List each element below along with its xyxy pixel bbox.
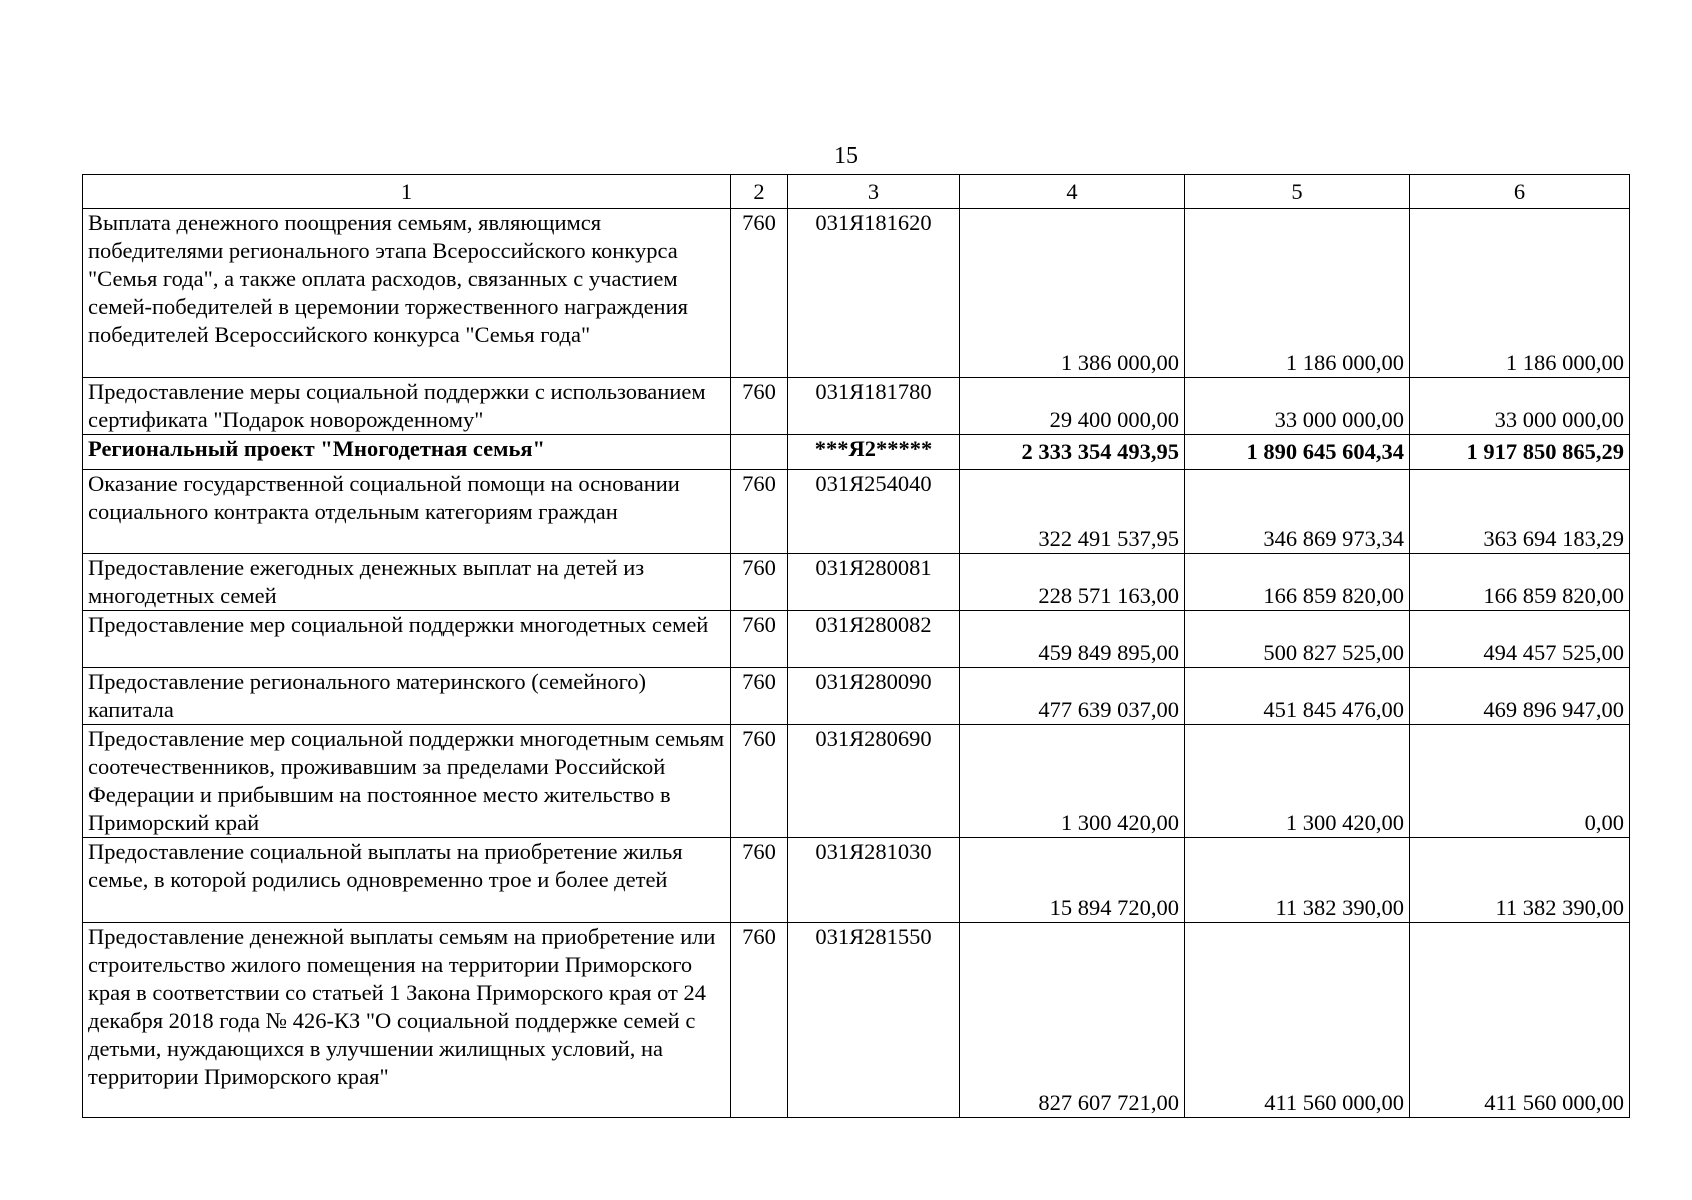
row-amount-col5: 451 845 476,00: [1185, 668, 1410, 725]
row-amount-col5: 1 300 420,00: [1185, 725, 1410, 838]
row-amount-col4: 322 491 537,95: [960, 470, 1185, 554]
row-grbs-code: 760: [731, 725, 788, 838]
row-amount-col6: 494 457 525,00: [1410, 611, 1630, 668]
page-number: 15: [834, 143, 858, 169]
row-amount-col6: 1 917 850 865,29: [1410, 435, 1630, 470]
row-target-article: 031Я280082: [788, 611, 960, 668]
row-amount-col6: 11 382 390,00: [1410, 838, 1630, 923]
project-row: [83, 435, 1630, 470]
column-header: 4: [960, 175, 1185, 209]
row-grbs-code: 760: [731, 923, 788, 1118]
row-amount-col4: 15 894 720,00: [960, 838, 1185, 923]
row-amount-col6: 1 186 000,00: [1410, 209, 1630, 378]
row-name: Выплата денежного поощрения семьям, являющимся победителями регионального этапа Всероссийского конкурса "Семья года", а также оплата расходов, связанных с участием семей-победителей в церемонии торжественного награждения победителей Всероссийского конкурса "Семья года": [83, 209, 731, 378]
row-amount-col5: 346 869 973,34: [1185, 470, 1410, 554]
row-target-article: 031Я281030: [788, 838, 960, 923]
table-row: [83, 378, 1630, 435]
table-row: [83, 725, 1630, 838]
column-header: 1: [83, 175, 731, 209]
row-amount-col4: 459 849 895,00: [960, 611, 1185, 668]
row-amount-col6: 411 560 000,00: [1410, 923, 1630, 1118]
column-header: 5: [1185, 175, 1410, 209]
row-amount-col6: 33 000 000,00: [1410, 378, 1630, 435]
table-row: [83, 470, 1630, 554]
column-header: 2: [731, 175, 788, 209]
table-row: [83, 554, 1630, 611]
row-amount-col5: 11 382 390,00: [1185, 838, 1410, 923]
row-grbs-code: 760: [731, 209, 788, 378]
table-row: [83, 611, 1630, 668]
row-grbs-code: 760: [731, 378, 788, 435]
row-amount-col4: 1 300 420,00: [960, 725, 1185, 838]
row-target-article: 031Я181780: [788, 378, 960, 435]
row-grbs-code: 760: [731, 470, 788, 554]
row-target-article: 031Я280081: [788, 554, 960, 611]
row-target-article: 031Я280090: [788, 668, 960, 725]
row-amount-col5: 500 827 525,00: [1185, 611, 1410, 668]
row-target-article: 031Я281550: [788, 923, 960, 1118]
row-name: Предоставление ежегодных денежных выплат на детей из многодетных семей: [83, 554, 731, 611]
budget-table: [82, 174, 1630, 1118]
row-amount-col6: 469 896 947,00: [1410, 668, 1630, 725]
row-amount-col5: 1 186 000,00: [1185, 209, 1410, 378]
row-name: Предоставление мер социальной поддержки многодетных семей: [83, 611, 731, 668]
row-name: Оказание государственной социальной помощи на основании социального контракта отдельным категориям граждан: [83, 470, 731, 554]
column-header: 6: [1410, 175, 1630, 209]
row-amount-col5: 166 859 820,00: [1185, 554, 1410, 611]
row-amount-col4: 477 639 037,00: [960, 668, 1185, 725]
row-amount-col4: 1 386 000,00: [960, 209, 1185, 378]
row-target-article: ***Я2*****: [788, 435, 960, 470]
row-amount-col4: 29 400 000,00: [960, 378, 1185, 435]
row-grbs-code: 760: [731, 838, 788, 923]
table-row: [83, 923, 1630, 1118]
row-amount-col6: 363 694 183,29: [1410, 470, 1630, 554]
row-amount-col6: 0,00: [1410, 725, 1630, 838]
row-name: Предоставление денежной выплаты семьям на приобретение или строительство жилого помещения на территории Приморского края в соответствии со статьей 1 Закона Приморского края от 24 декабря 2018 года № 426-КЗ "О социальной поддержке семей с детьми, нуждающихся в улучшении жилищных условий, на территории Приморского края": [83, 923, 731, 1118]
row-grbs-code: [731, 435, 788, 470]
row-amount-col5: 1 890 645 604,34: [1185, 435, 1410, 470]
row-amount-col6: 166 859 820,00: [1410, 554, 1630, 611]
row-name: Региональный проект "Многодетная семья": [83, 435, 731, 470]
row-name: Предоставление мер социальной поддержки многодетным семьям соотечественников, проживавшим за пределами Российской Федерации и прибывшим на постоянное место жительство в Приморский край: [83, 725, 731, 838]
row-target-article: 031Я280690: [788, 725, 960, 838]
table-row: [83, 209, 1630, 378]
row-grbs-code: 760: [731, 668, 788, 725]
row-amount-col4: 827 607 721,00: [960, 923, 1185, 1118]
column-header: 3: [788, 175, 960, 209]
row-amount-col5: 33 000 000,00: [1185, 378, 1410, 435]
row-name: Предоставление меры социальной поддержки с использованием сертификата "Подарок новорожденному": [83, 378, 731, 435]
row-amount-col4: 2 333 354 493,95: [960, 435, 1185, 470]
row-amount-col4: 228 571 163,00: [960, 554, 1185, 611]
table-row: [83, 668, 1630, 725]
row-amount-col5: 411 560 000,00: [1185, 923, 1410, 1118]
row-name: Предоставление социальной выплаты на приобретение жилья семье, в которой родились одновременно трое и более детей: [83, 838, 731, 923]
row-grbs-code: 760: [731, 611, 788, 668]
row-grbs-code: 760: [731, 554, 788, 611]
table-row: [83, 838, 1630, 923]
row-target-article: 031Я254040: [788, 470, 960, 554]
row-target-article: 031Я181620: [788, 209, 960, 378]
row-name: Предоставление регионального материнского (семейного) капитала: [83, 668, 731, 725]
table-header-row: [83, 175, 1630, 209]
